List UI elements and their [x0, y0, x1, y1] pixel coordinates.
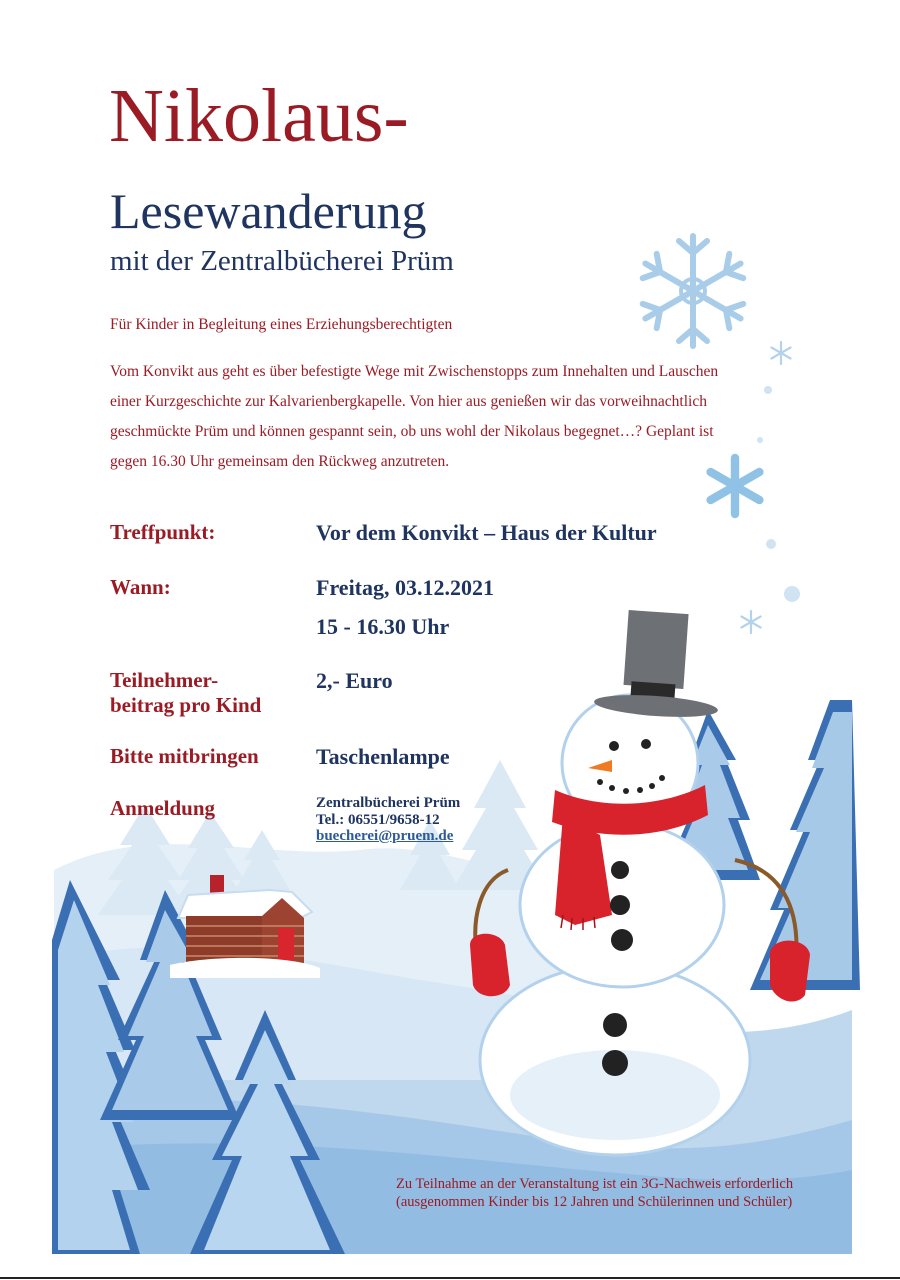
when-date: Freitag, 03.12.2021: [316, 575, 495, 600]
when-label: Wann:: [110, 575, 171, 599]
meeting-label: Treffpunkt:: [110, 520, 216, 544]
page-bottom-border: [0, 1277, 900, 1279]
fee-label-line-2: beitrag pro Kind: [110, 693, 262, 717]
meeting-value: Vor dem Konvikt – Haus der Kultur: [316, 520, 657, 545]
title-line-1: Nikolaus-: [109, 74, 409, 158]
contact-phone: Tel.: 06551/9658-12: [316, 811, 440, 828]
subtitle: mit der Zentralbücherei Prüm: [110, 245, 454, 277]
bring-value: Taschenlampe: [316, 744, 450, 769]
contact-block: [316, 795, 460, 845]
when-time: 15 - 16.30 Uhr: [316, 614, 450, 639]
bring-label: Bitte mitbringen: [110, 744, 259, 768]
3g-notice: Zu Teilnahme an der Veranstaltung ist ein 3G-Nachweis erforderlich (ausgenommen Kinder bis 12 Jahren und Schülerinnen und Schüler): [396, 1176, 794, 1210]
snowflake-icon: [771, 342, 790, 364]
title-line-2: Lesewanderung: [110, 183, 427, 239]
contact-email-link[interactable]: buecherei@pruem.de: [316, 828, 454, 844]
registration-label: Anmeldung: [110, 796, 216, 820]
large-snowflake-icon: [638, 236, 747, 346]
contact-name: Zentralbücherei Prüm: [316, 795, 461, 811]
fee-label-line-1: Teilnehmer-: [110, 668, 219, 692]
snowflake-icon: [741, 611, 760, 633]
fee-value: 2,- Euro: [316, 668, 393, 693]
description-paragraph: Vom Konvikt aus geht es über befestigte Wege mit Zwischenstopps zum Innehalten und Lauschen einer Kurzgeschichte zur Kalvarienbergkapelle. Von hier aus genießen wir das vorweihnachtlich geschmückte Prüm und können gespannt sein, ob uns wohl der Nikolaus begegnet…? Geplant ist gegen 16.30 Uhr gemeinsam den Rückweg anzutreten.: [110, 363, 719, 470]
intro-text: Für Kinder in Begleitung eines Erziehungsberechtigten: [110, 316, 453, 333]
